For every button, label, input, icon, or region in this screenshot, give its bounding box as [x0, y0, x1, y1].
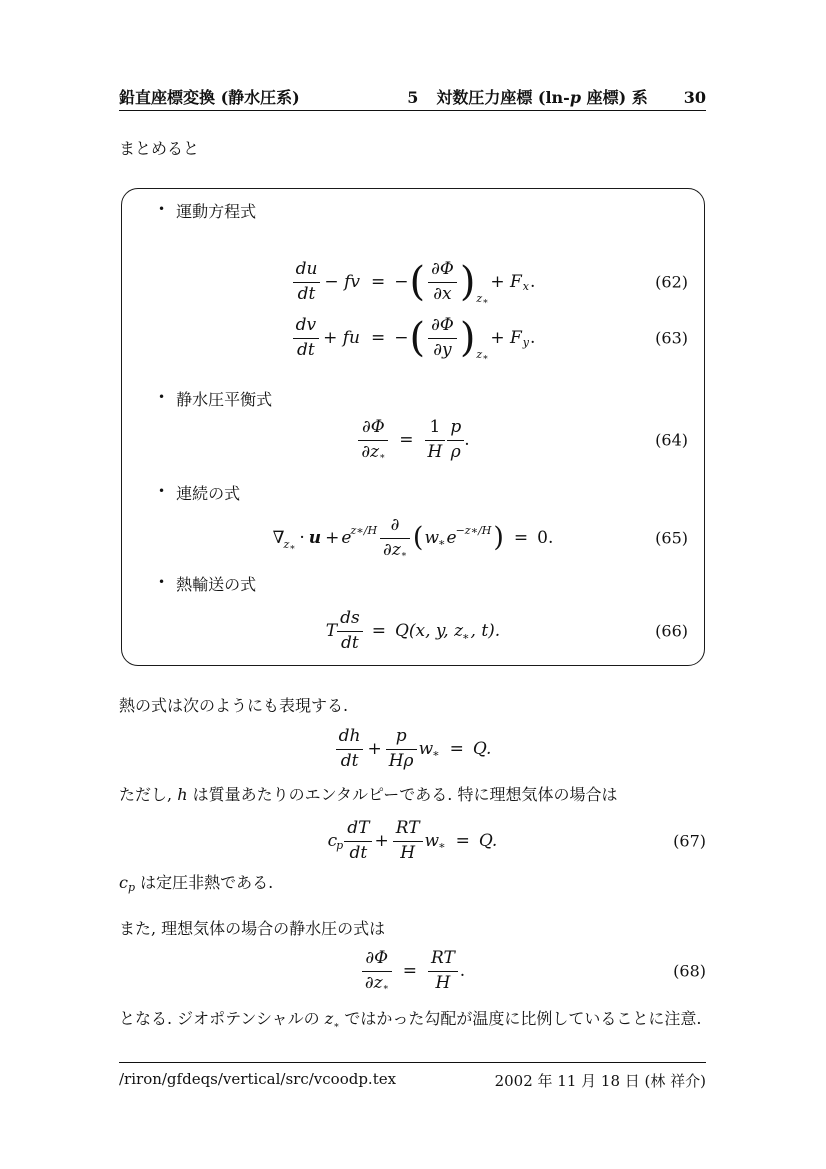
equation-64 [122, 411, 704, 469]
period: . [530, 327, 536, 348]
page-header [119, 85, 706, 108]
page-footer [119, 1070, 706, 1091]
frac-numerator: ∂Φ [362, 949, 392, 972]
subscript-z: z [283, 538, 290, 552]
equation-number: (63) [655, 328, 688, 348]
variable-subscript: p [127, 881, 136, 894]
bold-velocity-vector: u [308, 527, 322, 548]
fraction [386, 727, 417, 771]
fraction [393, 819, 423, 863]
math-term: + F [490, 271, 522, 292]
fraction [336, 727, 364, 771]
section-title-var-p: p [569, 88, 582, 107]
denominator-text: ∂z [383, 539, 401, 560]
heating-term: Q. [478, 830, 498, 851]
frac-numerator: RT [393, 819, 423, 842]
page-number: 30 [683, 88, 706, 107]
minus-sign: − [394, 271, 409, 292]
equals-sign: = [455, 830, 470, 851]
asterisk-subscript: ∗ [482, 353, 489, 364]
equation-65 [122, 516, 704, 560]
bullet-label: 静水圧平衡式 [176, 389, 273, 409]
exponential-base: e [446, 527, 457, 548]
frac-denominator: H [427, 441, 443, 462]
vertical-velocity: w [424, 830, 440, 851]
exponent: −z∗/H [455, 524, 492, 538]
fraction [362, 949, 392, 993]
equation-68 [119, 942, 706, 1000]
math-term: + F [490, 327, 522, 348]
frac-denominator: dt [340, 750, 359, 771]
equation-number: (62) [655, 272, 688, 292]
plus-sign: + [374, 830, 389, 851]
minus-sign: − [394, 327, 409, 348]
bullet-item-continuity [158, 481, 704, 503]
equals-sign: = [449, 738, 464, 759]
asterisk-subscript: ∗ [379, 451, 386, 462]
bullet-label: 運動方程式 [176, 201, 257, 221]
footer-date-author: 2002 年 11 月 18 日 (林 祥介) [494, 1072, 706, 1090]
fraction [293, 260, 321, 304]
section-title-text: 座標) 系 [581, 88, 648, 107]
section-number: 5 [407, 88, 419, 107]
paragraph-heat-note: 熱の式は次のようにも表現する. [119, 696, 349, 715]
frac-denominator [380, 539, 410, 561]
equation-62 [122, 255, 704, 309]
asterisk-subscript: ∗ [438, 536, 446, 550]
denominator-text: ∂z [364, 972, 383, 993]
equation-number: (65) [655, 528, 688, 548]
dot-operator: · [299, 527, 305, 548]
equation-63 [122, 311, 704, 365]
fraction [344, 819, 372, 863]
frac-denominator: ∂y [433, 339, 452, 360]
asterisk-subscript: ∗ [462, 629, 470, 643]
asterisk-subscript: ∗ [432, 747, 440, 761]
bullet-item-motion [158, 199, 704, 221]
right-paren: ) [459, 315, 476, 361]
paragraph-conclusion [119, 1007, 726, 1033]
plus-sign: + [367, 738, 382, 759]
bullet-icon: • [158, 575, 166, 590]
asterisk-subscript: ∗ [289, 543, 296, 554]
paragraph-text: ただし, [119, 785, 178, 804]
frac-numerator: ∂ [380, 516, 410, 539]
heating-term: Q. [472, 738, 492, 759]
equals-sign: = [370, 271, 386, 292]
denominator-text: ∂z [361, 441, 380, 462]
period: . [464, 429, 470, 450]
header-section [407, 85, 648, 108]
bullet-icon: • [158, 390, 166, 404]
period: . [530, 271, 536, 292]
fraction [358, 418, 388, 462]
bullet-label: 熱輸送の式 [176, 574, 257, 594]
period: . [459, 960, 466, 981]
specific-heat-variable: c [119, 873, 128, 892]
frac-denominator [362, 972, 392, 994]
frac-numerator: ∂Φ [358, 418, 388, 441]
frac-numerator: 1 [425, 418, 446, 441]
equals-sign: = [370, 327, 386, 348]
asterisk-subscript: ∗ [400, 549, 407, 560]
left-paren: ( [412, 522, 424, 554]
right-paren: ) [459, 259, 476, 305]
equation-67 [119, 814, 706, 868]
paragraph-text: は質量あたりのエンタルピーである. 特に理想気体の場合は [187, 785, 618, 804]
paragraph-text: ではかった勾配が温度に比例していることに注意. [339, 1009, 702, 1028]
fraction [428, 316, 457, 360]
variable-subscript: p [336, 839, 344, 853]
bullet-icon: • [158, 202, 166, 216]
enthalpy-variable: h [177, 785, 188, 804]
function-args-end: , t). [470, 620, 501, 641]
variable-subscript: y [522, 336, 530, 350]
paragraph-ideal-gas: また, 理想気体の場合の静水圧の式は [119, 919, 386, 938]
fraction [425, 418, 446, 462]
heating-function: Q(x, y, z [394, 620, 464, 641]
asterisk-subscript: ∗ [333, 1021, 340, 1031]
equation-66 [122, 606, 704, 656]
bullet-icon: • [158, 484, 166, 498]
equation-number: (67) [673, 831, 706, 851]
paragraph-text: は定圧非熱である. [135, 873, 274, 892]
paren-subscript [476, 292, 488, 306]
frac-denominator: ∂x [433, 283, 452, 304]
math-term: + fu [323, 327, 360, 348]
fraction [380, 516, 410, 560]
header-rule [119, 110, 706, 111]
frac-numerator: dv [293, 316, 320, 339]
frac-denominator: Hρ [388, 750, 414, 771]
fraction [293, 316, 320, 360]
equation-number: (66) [655, 621, 688, 641]
asterisk-subscript: ∗ [482, 297, 489, 308]
paragraph-text: となる. ジオポテンシャルの [119, 1009, 325, 1028]
nabla-subscript [283, 538, 295, 552]
paragraph-enthalpy [119, 783, 719, 806]
equation-enthalpy [119, 722, 706, 776]
temperature-variable: T [325, 620, 338, 641]
frac-numerator: p [447, 418, 464, 441]
frac-denominator: ρ [450, 441, 461, 462]
paragraph-specific-heat [119, 871, 719, 896]
vertical-velocity: w [424, 527, 440, 548]
equals-sign: = [371, 620, 386, 641]
fraction [337, 609, 363, 653]
fraction [428, 949, 458, 993]
frac-numerator: RT [428, 949, 458, 972]
frac-denominator: H [435, 972, 451, 993]
frac-denominator [358, 441, 388, 463]
exponential-base: e [341, 527, 352, 548]
frac-denominator: dt [296, 339, 315, 360]
equals-sign: = [402, 960, 417, 981]
frac-numerator: p [386, 727, 417, 750]
frac-denominator: dt [341, 632, 359, 653]
intro-text: まとめると [119, 139, 200, 158]
equals-sign: = [513, 527, 529, 548]
frac-numerator: ∂Φ [428, 316, 457, 339]
footer-source-path: /riron/gfdeqs/vertical/src/vcoodp.tex [119, 1070, 397, 1088]
plus-sign: + [325, 527, 340, 548]
asterisk-subscript: ∗ [382, 982, 389, 993]
subscript-z: z [476, 348, 483, 362]
asterisk-subscript: ∗ [438, 839, 446, 853]
math-term: − fv [324, 271, 360, 292]
frac-numerator: dT [344, 819, 372, 842]
nabla-operator: ∇ [272, 527, 285, 548]
equation-number: (64) [655, 430, 688, 450]
z-star-variable: z [324, 1009, 334, 1028]
footer-rule [119, 1062, 706, 1063]
header-left-title: 鉛直座標変換 (静水圧系) [119, 88, 300, 107]
bullet-item-heat [158, 572, 704, 594]
variable-subscript: x [522, 280, 530, 294]
frac-numerator: du [293, 260, 321, 283]
exponent: z∗/H [350, 524, 378, 538]
section-title [436, 85, 647, 108]
equation-number: (68) [673, 961, 706, 981]
subscript-z: z [476, 292, 483, 306]
frac-denominator: H [400, 842, 416, 863]
fraction [428, 260, 457, 304]
specific-heat-variable: c [327, 830, 338, 851]
bullet-item-hydrostatic [158, 387, 704, 409]
right-paren: ) [493, 522, 504, 554]
frac-numerator: ds [337, 609, 363, 632]
equals-sign: = [399, 429, 414, 450]
frac-denominator: dt [297, 283, 316, 304]
summary-box [121, 188, 705, 666]
vertical-velocity: w [418, 738, 434, 759]
zero-term: 0. [537, 527, 554, 548]
frac-numerator: dh [336, 727, 364, 750]
bullet-label: 連続の式 [176, 483, 241, 503]
paren-subscript [476, 348, 488, 362]
left-paren: ( [409, 259, 426, 305]
left-paren: ( [409, 315, 426, 361]
fraction [447, 418, 464, 462]
frac-numerator: ∂Φ [428, 260, 457, 283]
frac-denominator: dt [349, 842, 368, 863]
section-title-text: 対数圧力座標 (ln- [436, 88, 570, 107]
